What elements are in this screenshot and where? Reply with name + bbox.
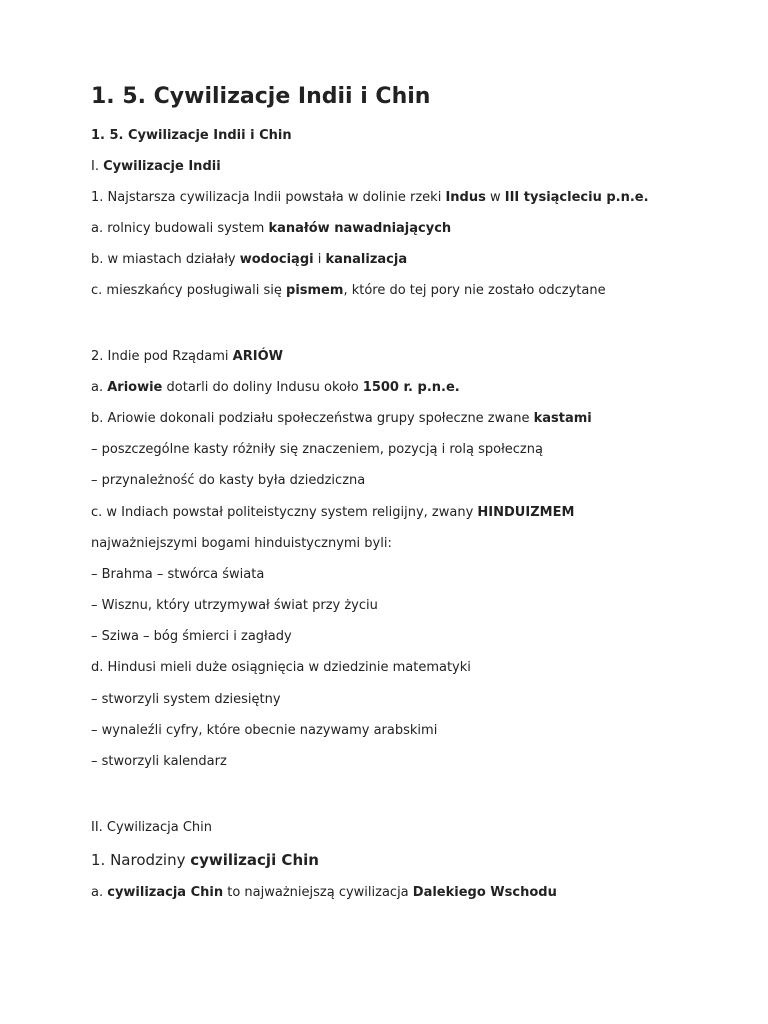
text-run: c. w Indiach powstał politeistyczny system religijny, zwany: [91, 505, 478, 520]
bold-text: 1500 r. p.n.e.: [362, 380, 460, 395]
bold-text: Ariowie: [107, 380, 163, 395]
bold-text: kanalizacja: [325, 252, 408, 267]
paragraph-line: [91, 220, 451, 238]
paragraph-line: [91, 379, 460, 397]
text-run: – Brahma – stwórca świata: [91, 567, 265, 582]
text-run: II. Cywilizacja Chin: [91, 820, 212, 835]
text-run: 1. Najstarsza cywilizacja Indii powstała w dolinie rzeki: [91, 190, 446, 205]
text-run: c. mieszkańcy posługiwali się: [91, 283, 287, 298]
paragraph-line: [91, 753, 227, 771]
paragraph-line: [91, 691, 281, 709]
paragraph-line: [91, 884, 557, 902]
bold-text: III tysiącleciu p.n.e.: [504, 190, 649, 205]
paragraph-line: [91, 348, 283, 366]
subsection-heading: [91, 850, 319, 870]
bold-text: 1. 5. Cywilizacje Indii i Chin: [91, 128, 292, 143]
paragraph-line: [91, 722, 437, 740]
bold-text: cywilizacji Chin: [190, 851, 319, 869]
bold-text: ARIÓW: [232, 349, 283, 364]
paragraph-line: [91, 504, 574, 522]
paragraph-line: [91, 472, 365, 490]
text-run: d. Hindusi mieli duże osiągnięcia w dziedzinie matematyki: [91, 660, 471, 675]
bold-text: kastami: [533, 411, 592, 426]
bold-text: HINDUIZMEM: [477, 505, 575, 520]
text-run: – Wisznu, który utrzymywał świat przy życiu: [91, 598, 378, 613]
text-run: a. rolnicy budowali system: [91, 221, 269, 236]
paragraph-line: [91, 410, 592, 428]
paragraph-line: [91, 189, 649, 207]
text-run: I.: [91, 159, 104, 174]
paragraph-line: [91, 251, 407, 269]
paragraph-line: [91, 628, 292, 646]
text-run: w: [485, 190, 505, 205]
text-run: a.: [91, 885, 108, 900]
text-run: dotarli do doliny Indusu około: [162, 380, 363, 395]
paragraph-line: [91, 566, 264, 584]
bold-text: wodociągi: [239, 252, 314, 267]
paragraph-line: [91, 597, 378, 615]
text-run: b. Ariowie dokonali podziału społeczeństwa grupy społeczne zwane: [91, 411, 534, 426]
text-run: – stworzyli kalendarz: [91, 754, 227, 769]
paragraph-line: [91, 659, 471, 677]
paragraph-line: [91, 441, 543, 459]
text-run: to najważniejszą cywilizacja: [223, 885, 413, 900]
text-run: – przynależność do kasty była dziedziczna: [91, 473, 366, 488]
text-run: a.: [91, 380, 108, 395]
section-heading-india: [91, 158, 221, 176]
bold-text: Indus: [445, 190, 486, 205]
text-run: najważniejszymi bogami hinduistycznymi byli:: [91, 536, 392, 551]
bold-text: Cywilizacje Indii: [103, 159, 221, 174]
text-run: , które do tej pory nie zostało odczytane: [343, 283, 606, 298]
document-title: 1. 5. Cywilizacje Indii i Chin: [91, 84, 431, 109]
bold-text: Dalekiego Wschodu: [412, 885, 557, 900]
text-run: 1. Narodziny: [91, 851, 191, 869]
text-run: – stworzyli system dziesiętny: [91, 692, 281, 707]
bold-text: pismem: [286, 283, 344, 298]
text-run: i: [313, 252, 326, 267]
bold-text: cywilizacja Chin: [107, 885, 224, 900]
text-run: b. w miastach działały: [91, 252, 240, 267]
text-run: – Sziwa – bóg śmierci i zagłady: [91, 629, 292, 644]
paragraph-line: [91, 535, 392, 553]
text-run: – poszczególne kasty różniły się znaczeniem, pozycją i rolą społeczną: [91, 442, 543, 457]
section-heading-china: [91, 819, 212, 837]
subtitle-line: [91, 127, 292, 145]
text-run: 2. Indie pod Rządami: [91, 349, 233, 364]
bold-text: kanałów nawadniających: [268, 221, 452, 236]
text-run: – wynaleźli cyfry, które obecnie nazywamy arabskimi: [91, 723, 438, 738]
paragraph-line: [91, 282, 606, 300]
